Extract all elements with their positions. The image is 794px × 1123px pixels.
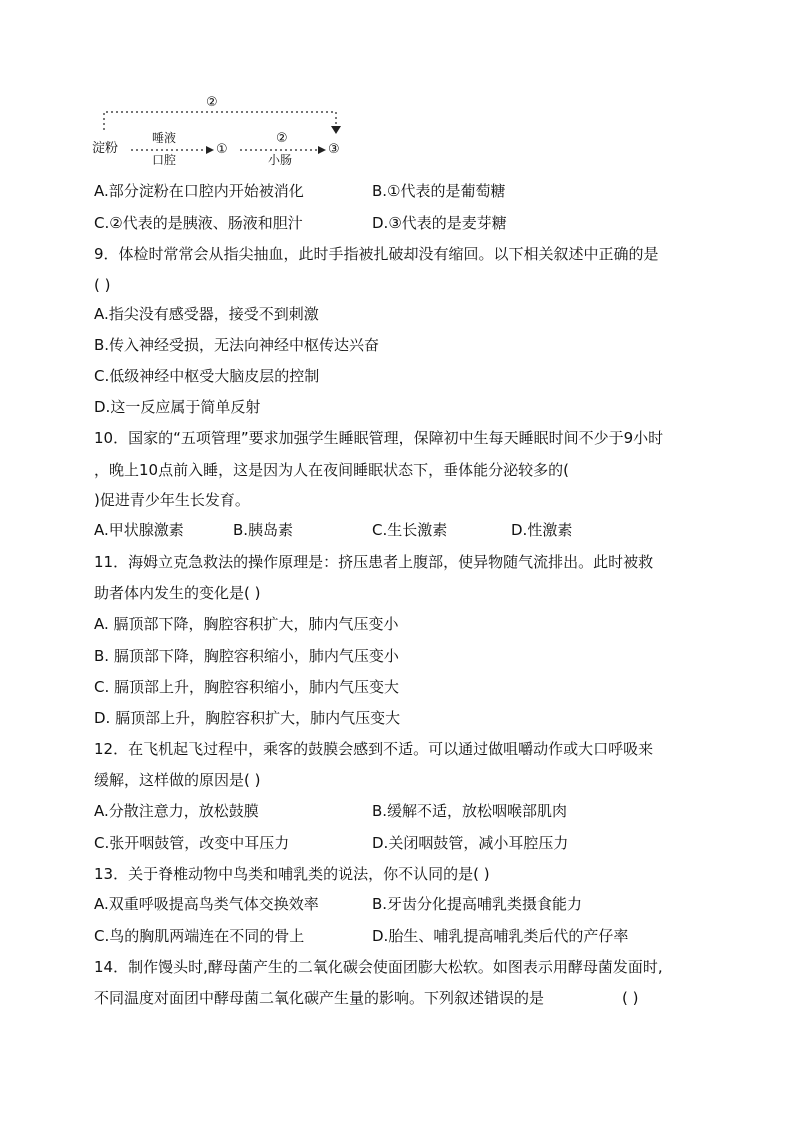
q11-stem-line1: 11．海姆立克急救法的操作原理是：挤压患者上腹部，使异物随气流排出。此时被救	[94, 553, 654, 571]
bypass-arrowhead	[331, 126, 341, 134]
q10-option-b: B.胰岛素	[233, 521, 294, 539]
q12-option-c: C.张开咽鼓管，改变中耳压力	[94, 834, 290, 852]
q8-option-c: C.②代表的是胰液、肠液和胆汁	[94, 214, 303, 232]
q14-stem-line1: 14．制作馒头时,酵母菌产生的二氧化碳会使面团膨大松软。如图表示用酵母菌发面时,	[94, 958, 663, 976]
q13-option-a: A.双重呼吸提高鸟类气体交换效率	[94, 895, 319, 913]
q8-option-d: D.③代表的是麦芽糖	[372, 214, 507, 232]
arrow-2-head	[318, 146, 326, 154]
q11-stem-line2: 助者体内发生的变化是( )	[94, 584, 261, 602]
q9-option-d: D.这一反应属于简单反射	[94, 398, 261, 416]
q9-option-c: C.低级神经中枢受大脑皮层的控制	[94, 367, 320, 385]
q10-option-a: A.甲状腺激素	[94, 521, 184, 539]
diagram-step2-top: ②	[276, 131, 288, 146]
q13-option-c: C.鸟的胸肌两端连在不同的骨上	[94, 927, 305, 945]
q14-stem-line2: 不同温度对面团中酵母菌二氧化碳产生量的影响。下列叙述错误的是	[94, 989, 545, 1007]
bypass-path	[104, 112, 336, 130]
diagram-step1-bottom: 口腔	[152, 153, 177, 167]
diagram-bypass-label: ②	[206, 95, 218, 110]
diagram-step1-top: 唾液	[152, 131, 177, 145]
q9-stem-line2: ( )	[94, 276, 111, 294]
q14-answer-bracket: ( )	[622, 989, 639, 1007]
diagram-node-3: ③	[328, 142, 340, 157]
diagram-start-label: 淀粉	[92, 141, 119, 156]
q9-option-a: A.指尖没有感受器，接受不到刺激	[94, 305, 319, 323]
q10-option-d: D.性激素	[511, 521, 573, 539]
q12-stem-line2: 缓解，这样做的原因是( )	[94, 771, 261, 789]
q8-option-b: B.①代表的是葡萄糖	[372, 182, 506, 200]
q9-stem-line1: 9．体检时常常会从指尖抽血，此时手指被扎破却没有缩回。以下相关叙述中正确的是	[94, 245, 659, 263]
q12-option-a: A.分散注意力，放松鼓膜	[94, 802, 259, 820]
q13-stem-line1: 13．关于脊椎动物中鸟类和哺乳类的说法，你不认同的是( )	[94, 865, 490, 883]
q12-stem-line1: 12．在飞机起飞过程中，乘客的鼓膜会感到不适。可以通过做咀嚼动作或大口呼吸来	[94, 740, 654, 758]
arrow-1-head	[206, 146, 214, 154]
q13-option-d: D.胎生、哺乳提高哺乳类后代的产仔率	[372, 927, 629, 945]
q11-option-a: A. 膈顶部下降，胸腔容积扩大，肺内气压变小	[94, 615, 399, 633]
diagram-arrows	[94, 92, 354, 172]
q12-option-b: B.缓解不适，放松咽喉部肌肉	[372, 802, 568, 820]
q8-option-a: A.部分淀粉在口腔内开始被消化	[94, 182, 304, 200]
q10-stem-line2: ，晚上10点前入睡，这是因为人在夜间睡眠状态下，垂体能分泌较多的(	[94, 461, 569, 479]
q10-option-c: C.生长激素	[372, 521, 448, 539]
q10-stem-line3: )促进青少年生长发育。	[94, 491, 250, 509]
q10-stem-line1: 10．国家的“五项管理”要求加强学生睡眠管理，保障初中生每天睡眠时间不少于9小时	[94, 429, 664, 447]
q11-option-c: C. 膈顶部上升，胸腔容积缩小，肺内气压变大	[94, 678, 400, 696]
q11-option-b: B. 膈顶部下降，胸腔容积缩小，肺内气压变小	[94, 647, 399, 665]
q9-option-b: B.传入神经受损，无法向神经中枢传达兴奋	[94, 336, 380, 354]
q12-option-d: D.关闭咽鼓管，减小耳腔压力	[372, 834, 569, 852]
diagram-step2-bottom: 小肠	[268, 153, 293, 167]
q13-option-b: B.牙齿分化提高哺乳类摄食能力	[372, 895, 583, 913]
digestion-flow-diagram	[94, 92, 354, 172]
diagram-node-1: ①	[216, 142, 228, 157]
q11-option-d: D. 膈顶部上升，胸腔容积扩大，肺内气压变大	[94, 709, 401, 727]
